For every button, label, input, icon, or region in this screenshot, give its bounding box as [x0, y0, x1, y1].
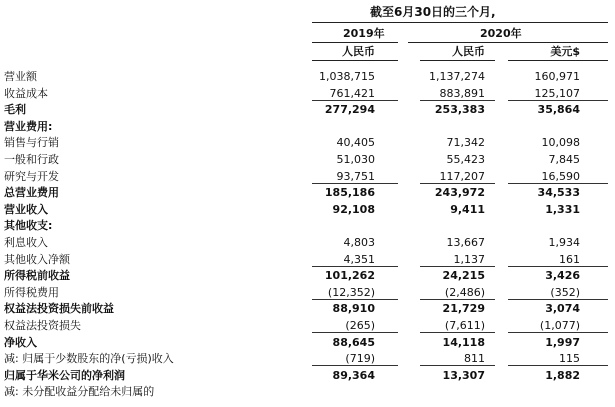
subtotal-rule: [312, 100, 398, 101]
subtotal-rule: [312, 332, 398, 333]
value-2020-rmb: 883,891: [439, 86, 485, 100]
subtotal-rule: [312, 266, 398, 267]
table-row: [0, 235, 615, 250]
subtotal-rule: [312, 365, 398, 366]
period-header: 截至6月30日的三个月,: [370, 5, 496, 19]
value-2020-usd: 1,331: [545, 202, 580, 216]
year-2019-rule: [312, 42, 398, 43]
value-2020-rmb: 117,207: [439, 169, 485, 183]
table-row: [0, 218, 615, 233]
subtotal-rule: [420, 365, 495, 366]
value-2020-usd: 160,971: [534, 70, 580, 83]
value-2019-rmb: 277,294: [324, 103, 375, 117]
table-row: [0, 185, 615, 200]
value-2020-usd: 10,098: [541, 136, 580, 150]
value-2020-rmb: 13,667: [446, 236, 485, 249]
value-2019-rmb: 88,910: [332, 302, 375, 316]
value-2020-usd: 34,533: [537, 186, 580, 200]
value-2019-rmb: 89,364: [332, 368, 375, 382]
subtotal-rule: [420, 332, 495, 333]
table-row: [0, 268, 615, 283]
table-row: [0, 152, 615, 167]
table-row: [0, 202, 615, 217]
subtotal-rule: [508, 183, 608, 184]
table-row: [0, 119, 615, 134]
table-row: [0, 135, 615, 150]
value-2020-usd: (1,077): [539, 319, 580, 332]
table-row: [0, 351, 615, 366]
value-2020-usd: 1,997: [545, 335, 580, 349]
value-2020-usd: 1,934: [548, 236, 580, 249]
value-2019-rmb: 51,030: [336, 153, 375, 166]
value-2020-rmb: 1,137: [453, 252, 485, 266]
value-2020-rmb: 21,729: [442, 302, 485, 316]
value-2019-rmb: 88,645: [332, 335, 375, 349]
row-label: 毛利: [4, 103, 26, 117]
subtotal-rule: [508, 266, 608, 267]
table-row: [0, 384, 615, 399]
subtotal-rule: [420, 183, 495, 184]
row-label: 所得税费用: [4, 285, 59, 299]
subtotal-rule: [312, 183, 398, 184]
value-2020-rmb: 71,342: [446, 136, 485, 150]
value-2020-usd: 3,074: [545, 302, 580, 316]
value-2020-rmb: 243,972: [434, 186, 485, 200]
row-label: 营业费用:: [4, 119, 53, 133]
subtotal-rule: [420, 299, 495, 300]
row-label: 减: 未分配收益分配给未归属的: [4, 385, 155, 399]
row-label: 所得税前收益: [4, 269, 70, 283]
year-2019-header: 2019年: [343, 27, 385, 40]
year-2020-header: 2020年: [480, 27, 522, 40]
value-2020-rmb: 24,215: [442, 269, 485, 283]
row-label: 净收入: [4, 335, 37, 349]
row-label: 销售与行销: [4, 136, 59, 150]
subtotal-rule: [508, 365, 608, 366]
value-2020-rmb: 253,383: [434, 103, 485, 117]
currency-rmb-2019-rule: [312, 60, 398, 61]
value-2019-rmb: 4,351: [343, 252, 375, 266]
value-2020-usd: 16,590: [541, 169, 580, 183]
value-2020-rmb: 1,137,274: [429, 70, 485, 83]
value-2020-usd: 7,845: [548, 153, 580, 166]
value-2020-usd: 1,882: [545, 368, 580, 382]
row-label: 权益法投资损失: [4, 319, 81, 332]
table-row: [0, 86, 615, 101]
row-label: 减: 归属于少数股东的净(亏损)收入: [4, 352, 174, 366]
year-2020-rule: [408, 42, 608, 43]
value-2019-rmb: 761,421: [329, 86, 375, 100]
table-row: [0, 285, 615, 300]
value-2019-rmb: (12,352): [327, 285, 375, 299]
currency-rmb-2020: 人民币: [452, 45, 485, 58]
currency-rmb-2019: 人民币: [342, 45, 375, 58]
value-2020-rmb: 811: [464, 352, 485, 366]
value-2020-rmb: (2,486): [444, 285, 485, 299]
value-2020-usd: 115: [559, 352, 580, 366]
currency-usd-2020: 美元$: [550, 45, 580, 58]
value-2020-usd: 125,107: [534, 86, 580, 100]
value-2020-rmb: 13,307: [442, 368, 485, 382]
row-label: 研究与开发: [4, 169, 59, 183]
value-2019-rmb: 92,108: [332, 202, 375, 216]
value-2020-rmb: 9,411: [450, 202, 485, 216]
row-label: 利息收入: [4, 236, 48, 249]
row-label: 总营业费用: [4, 186, 59, 200]
table-row: [0, 102, 615, 117]
table-row: [0, 69, 615, 84]
currency-rmb-2020-rule: [420, 60, 495, 61]
value-2020-usd: (352): [550, 285, 580, 299]
value-2020-rmb: 14,118: [442, 335, 485, 349]
row-label: 营业额: [4, 70, 37, 83]
subtotal-rule: [508, 299, 608, 300]
value-2020-rmb: (7,611): [444, 319, 485, 332]
subtotal-rule: [420, 266, 495, 267]
value-2019-rmb: (265): [345, 319, 375, 332]
row-label: 其他收支:: [4, 219, 53, 233]
value-2019-rmb: 40,405: [336, 136, 375, 150]
value-2020-usd: 161: [559, 252, 580, 266]
table-row: [0, 335, 615, 350]
row-label: 权益法投资损失前收益: [4, 302, 114, 316]
row-label: 其他收入净额: [4, 252, 70, 266]
table-row: [0, 301, 615, 316]
subtotal-rule: [420, 100, 495, 101]
table-row: [0, 169, 615, 184]
value-2020-usd: 3,426: [545, 269, 580, 283]
value-2019-rmb: (719): [345, 352, 375, 366]
value-2020-usd: 35,864: [537, 103, 580, 117]
row-label: 营业收入: [4, 202, 48, 216]
value-2019-rmb: 185,186: [324, 186, 375, 200]
subtotal-rule: [312, 299, 398, 300]
period-rule: [312, 22, 608, 23]
value-2019-rmb: 101,262: [324, 269, 375, 283]
value-2019-rmb: 93,751: [336, 169, 375, 183]
value-2019-rmb: 1,038,715: [319, 70, 375, 83]
subtotal-rule: [508, 100, 608, 101]
subtotal-rule: [508, 332, 608, 333]
row-label: 一般和行政: [4, 153, 59, 166]
row-label: 收益成本: [4, 86, 48, 100]
table-row: [0, 318, 615, 333]
row-label: 归属于华米公司的净利润: [4, 368, 125, 382]
value-2019-rmb: 4,803: [343, 236, 375, 249]
currency-usd-2020-rule: [508, 60, 608, 61]
value-2020-rmb: 55,423: [446, 153, 485, 166]
table-row: [0, 368, 615, 383]
table-row: [0, 252, 615, 267]
